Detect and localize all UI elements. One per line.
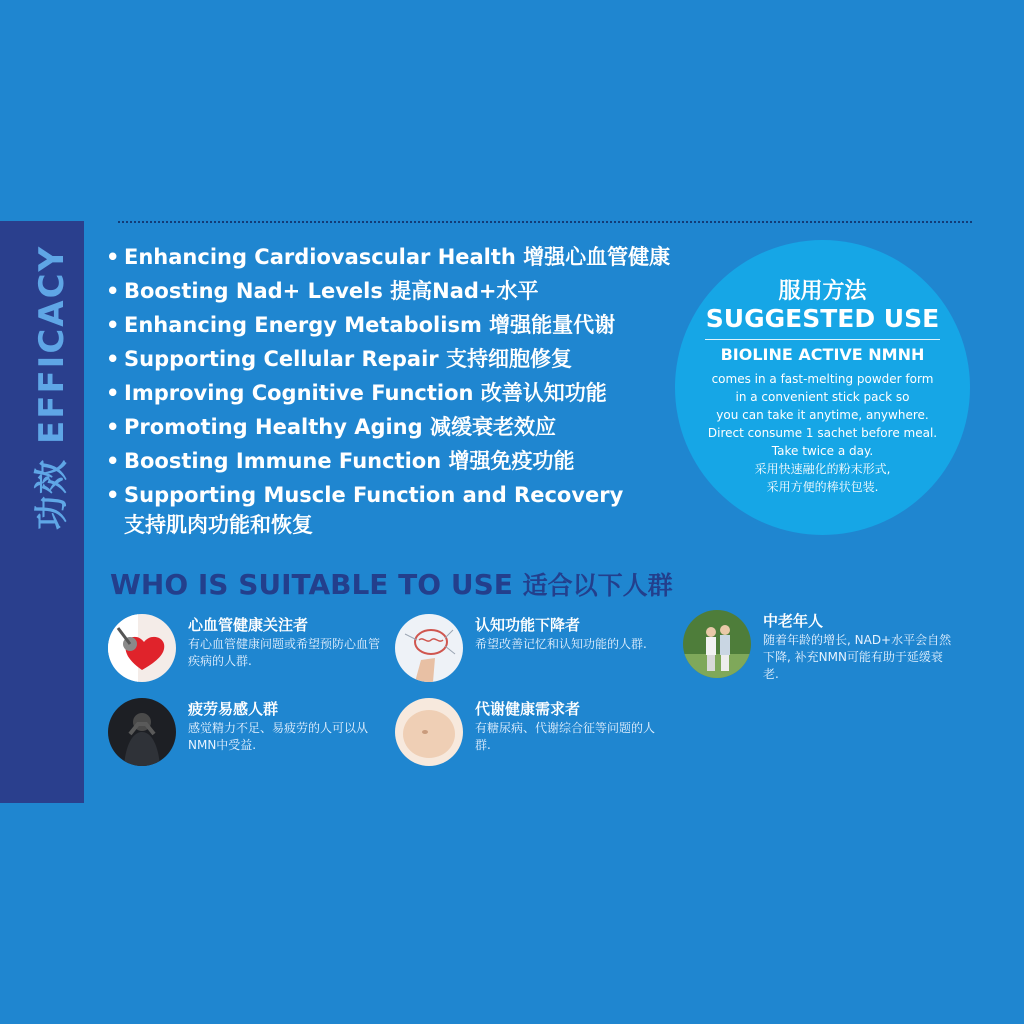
efficacy-list [106,240,706,538]
target-group-fatigue: 疲劳易感人群 感觉精力不足、易疲劳的人可以从NMN中受益. [108,698,398,770]
product-name: BIOLINE ACTIVE NMNH [720,345,925,364]
who-suitable-heading: WHO IS SUITABLE TO USE 适合以下人群 [110,568,673,601]
benefit-item: • Enhancing Cardiovascular Health 增强心血管健康 [106,245,671,269]
benefit-item: • Promoting Healthy Aging 减缓衰老效应 [106,415,556,439]
belly-icon [395,698,463,766]
benefit-item: • Boosting Immune Function 增强免疫功能 [106,449,575,473]
brain-icon [395,614,463,682]
efficacy-side-label: 功效EFFICACY [32,244,72,530]
benefit-item: • Enhancing Energy Metabolism 增强能量代谢 [106,313,616,337]
benefit-item: • Boosting Nad+ Levels 提高Nad+水平 [106,279,539,303]
heart-icon [108,614,176,682]
suggested-use-title: SUGGESTED USE [705,304,940,333]
benefit-item: • Improving Cognitive Function 改善认知功能 [106,381,607,405]
circle-divider [705,339,940,340]
elderly-couple-icon [683,610,751,678]
tired-person-icon [108,698,176,766]
usage-instructions: comes in a fast-melting powder form in a convenient stick pack so you can take it anytime, anywhere. Direct consume 1 sachet before meal. Take twice a day. 采用快速融化的粉末形式, 采用方便的棒状包装. [707,372,938,494]
target-group-elderly: 中老年人 随着年龄的增长, NAD+水平会自然下降, 补充NMN可能有助于延缓衰老. [683,610,973,686]
suggested-use-circle [675,240,970,535]
benefit-item: • Supporting Muscle Function and Recovery 支持肌肉功能和恢复 [106,483,624,537]
suggested-use-title-zh: 服用方法 [778,279,867,304]
target-group-cognitive: 认知功能下降者 希望改善记忆和认知功能的人群. [395,614,685,686]
dotted-divider [118,221,972,223]
target-group-metabolic: 代谢健康需求者 有糖尿病、代谢综合征等问题的人群. [395,698,685,770]
target-group-cardio: 心血管健康关注者 有心血管健康问题或希望预防心血管疾病的人群. [108,614,398,686]
benefit-item: • Supporting Cellular Repair 支持细胞修复 [106,347,572,371]
